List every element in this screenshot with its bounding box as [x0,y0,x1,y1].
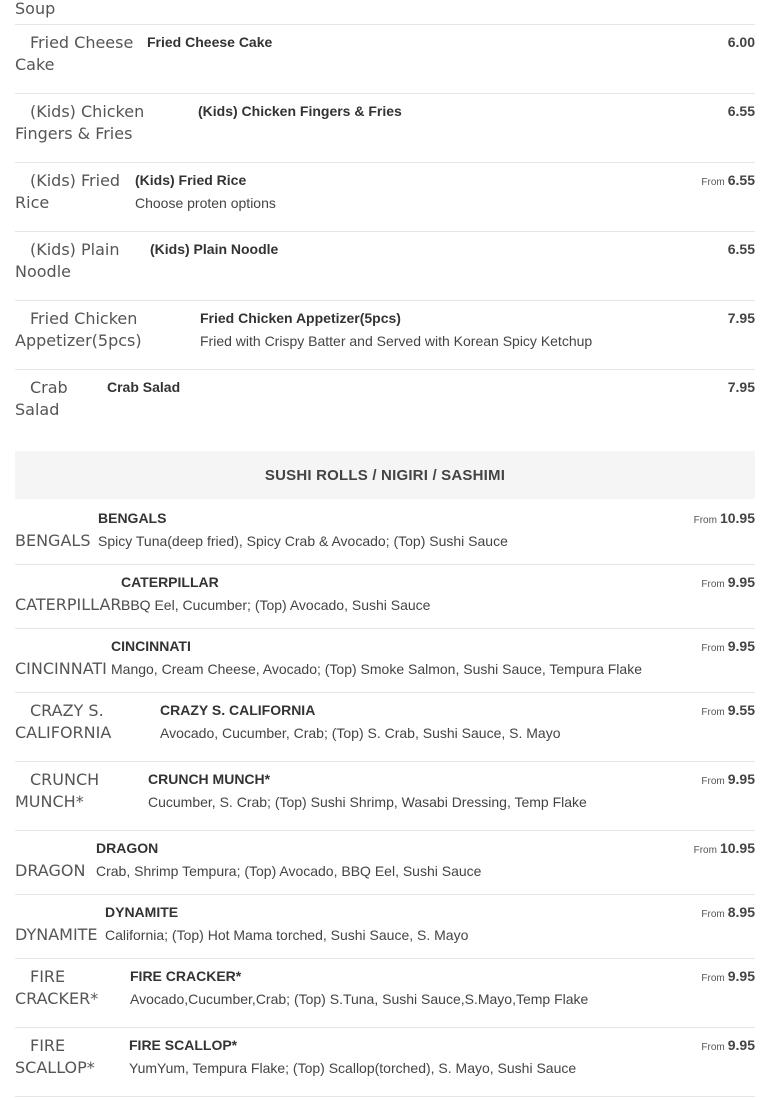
broken-image-icon [15,105,29,119]
item-image: CRUNCH MUNCH* [15,770,100,811]
menu-item[interactable] [15,501,755,565]
menu-item[interactable] [15,163,755,232]
price-amount: 10.95 [719,840,755,856]
item-price [694,838,755,860]
menu-item[interactable] [15,831,755,895]
item-name[interactable]: CATERPILLAR [121,574,219,590]
price-from-label: From [701,909,725,920]
item-image [15,0,83,20]
price-amount: 9.95 [727,638,755,654]
section-title: SUSHI ROLLS / NIGIRI / SASHIMI [264,466,506,484]
broken-image-icon [15,36,29,50]
price-amount: 7.95 [727,310,755,326]
item-image: FIRE SCALLOP* [15,1036,95,1077]
item-name[interactable]: CRUNCH MUNCH* [148,771,271,787]
item-body [198,101,728,120]
item-body [160,700,701,742]
item-image: (Kids) Chicken Fingers & Fries [15,102,145,143]
item-body [130,966,701,1008]
broken-image-icon [15,640,29,654]
item-name[interactable]: DRAGON [96,840,159,856]
item-price [701,966,755,988]
item-description: YumYum, Tempura Flake; (Top) Scallop(torched), S. Mayo, Sushi Sauce [129,1060,577,1076]
price-from-label: From [693,845,717,856]
menu-item[interactable] [15,25,755,94]
menu-item[interactable] [15,565,755,629]
item-name[interactable]: BENGALS [98,510,167,526]
broken-image-icon [15,243,29,257]
menu-item[interactable] [15,693,755,762]
item-image: Fried Chicken Appetizer(5pcs) [15,309,142,350]
menu-item[interactable] [15,895,755,959]
broken-image-icon [15,773,29,787]
section-header [15,451,755,499]
item-description: BBQ Eel, Cucumber; (Top) Avocado, Sushi Sauce [121,597,431,613]
item-description: California; (Top) Hot Mama torched, Sushi Sauce, S. Mayo [105,927,469,943]
broken-image-icon [15,312,29,326]
item-price [728,239,755,259]
item-body [200,308,728,350]
price-from-label: From [701,579,725,590]
item-name[interactable]: Fried Chicken Appetizer(5pcs) [200,310,401,326]
item-image-alt: Soup [15,0,56,18]
broken-image-icon [15,704,29,718]
item-image: CINCINNATI [15,636,111,680]
item-body [111,636,701,678]
menu-item[interactable] [15,301,755,370]
price-from-label: From [693,515,717,526]
menu-item[interactable] [15,1028,755,1097]
item-image: Fried Cheese Cake [15,33,134,74]
item-body [129,1035,701,1077]
menu-item[interactable] [15,0,755,25]
item-description: Spicy Tuna(deep fried), Spicy Crab & Avocado; (Top) Sushi Sauce [98,533,508,549]
price-amount: 9.95 [727,574,755,590]
item-description: Avocado,Cucumber,Crab; (Top) S.Tuna, Sushi Sauce,S.Mayo,Temp Flake [130,991,589,1007]
item-image: DRAGON [15,838,96,882]
price-amount: 6.55 [727,241,755,257]
item-price [701,769,755,791]
item-image: FIRE CRACKER* [15,967,99,1008]
item-name[interactable]: FIRE CRACKER* [130,968,242,984]
item-price [728,32,755,52]
item-description: Choose proten options [135,195,276,211]
item-body [105,902,701,944]
price-from-label: From [701,643,725,654]
price-from-label: From [701,1042,725,1053]
item-body [98,508,694,550]
item-image: (Kids) Plain Noodle [15,240,120,281]
item-body [150,239,728,258]
price-amount: 9.95 [727,1037,755,1053]
broken-image-icon [15,906,29,920]
item-price [694,508,755,530]
item-image: (Kids) Fried Rice [15,171,121,212]
item-name[interactable]: Crab Salad [107,379,181,395]
item-price [701,572,755,594]
price-amount: 8.95 [727,904,755,920]
broken-image-icon [15,842,29,856]
menu-item[interactable] [15,629,755,693]
item-description: Avocado, Cucumber, Crab; (Top) S. Crab, Sushi Sauce, S. Mayo [160,725,561,741]
broken-image-icon [15,174,29,188]
item-description: Mango, Cream Cheese, Avocado; (Top) Smoke Salmon, Sushi Sauce, Tempura Flake [111,661,642,677]
item-body [96,838,694,880]
price-amount: 7.95 [727,379,755,395]
item-image: CATERPILLAR [15,572,121,616]
item-image: CRAZY S. CALIFORNIA [15,701,112,742]
menu-item[interactable] [15,94,755,163]
item-name[interactable]: Fried Cheese Cake [147,34,273,50]
broken-image-icon [15,576,29,590]
price-amount: 6.00 [727,34,755,50]
price-from-label: From [701,973,725,984]
item-price [701,170,755,192]
item-image: DYNAMITE [15,902,105,946]
broken-image-icon [15,1039,29,1053]
item-body [135,170,701,212]
menu-item[interactable] [15,232,755,301]
item-name[interactable]: (Kids) Chicken Fingers & Fries [198,103,402,119]
item-name[interactable]: CRAZY S. CALIFORNIA [160,702,316,718]
menu-item[interactable] [15,762,755,831]
price-from-label: From [701,776,725,787]
item-name[interactable]: (Kids) Fried Rice [135,172,247,188]
item-body [121,572,701,614]
item-description: Fried with Crispy Batter and Served with Korean Spicy Ketchup [200,333,593,349]
item-body [148,769,701,811]
price-amount: 6.55 [727,172,755,188]
item-price [701,1035,755,1057]
price-amount: 10.95 [719,510,755,526]
item-price [701,902,755,924]
item-image: Crab Salad [15,378,68,419]
item-description: Cucumber, S. Crab; (Top) Sushi Shrimp, Wasabi Dressing, Temp Flake [148,794,587,810]
price-amount: 9.95 [727,771,755,787]
broken-image-icon [15,381,29,395]
price-amount: 9.95 [727,968,755,984]
item-price [728,377,755,397]
item-description: Crab, Shrimp Tempura; (Top) Avocado, BBQ Eel, Sushi Sauce [96,863,482,879]
item-body [147,32,728,51]
menu-list [15,0,755,1097]
menu-item[interactable] [15,370,755,439]
item-price [701,700,755,722]
item-price [728,308,755,328]
item-price [728,101,755,121]
item-name[interactable]: CINCINNATI [111,638,191,654]
item-image: BENGALS [15,508,98,552]
broken-image-icon [15,512,29,526]
price-from-label: From [701,707,725,718]
item-name[interactable]: DYNAMITE [105,904,179,920]
item-name[interactable]: (Kids) Plain Noodle [150,241,279,257]
price-amount: 9.55 [727,702,755,718]
price-from-label: From [701,177,725,188]
menu-item[interactable] [15,959,755,1028]
item-body [107,377,728,396]
broken-image-icon [15,970,29,984]
item-price [701,636,755,658]
price-amount: 6.55 [727,103,755,119]
item-name[interactable]: FIRE SCALLOP* [129,1037,238,1053]
